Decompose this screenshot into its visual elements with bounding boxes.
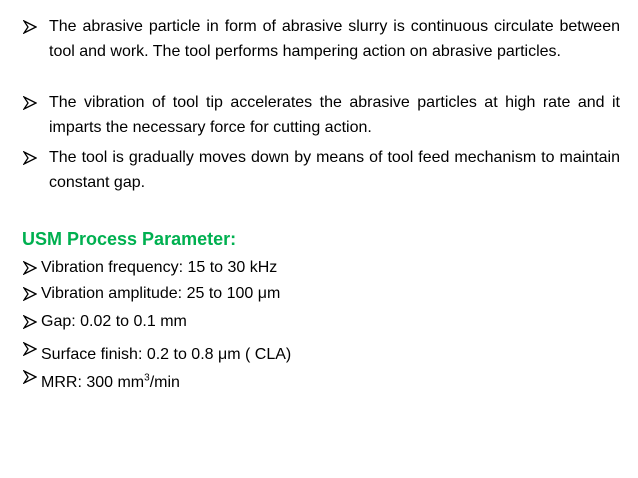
arrowhead-bullet-icon — [22, 257, 38, 279]
parameter-text — [41, 372, 582, 394]
bullet-text: The vibration of tool tip accelerates the abrasive particles at high rate and it imparts the necessary force for cutting action. — [49, 94, 620, 136]
parameter-item — [22, 311, 582, 333]
arrowhead-bullet-icon — [22, 338, 38, 360]
bullet-text: The tool is gradually moves down by means of tool feed mechanism to maintain constant gap. — [49, 149, 620, 191]
bullet-text: The abrasive particle in form of abrasive slurry is continuous circulate between tool and work. The tool performs hampering action on abrasive particles. — [49, 18, 620, 60]
arrowhead-bullet-icon — [22, 366, 38, 388]
arrowhead-bullet-icon — [22, 14, 38, 39]
bullet-item — [22, 145, 620, 195]
mrr-unit: /min — [149, 374, 180, 391]
section-heading: USM Process Parameter: — [22, 229, 237, 249]
mrr-text: MRR: 300 mm — [41, 374, 145, 391]
superscript: 3 — [144, 372, 150, 384]
parameter-item — [22, 283, 582, 305]
parameter-item — [22, 372, 582, 394]
arrowhead-bullet-icon — [22, 283, 38, 305]
parameter-item — [22, 257, 582, 279]
parameter-text: Vibration frequency: 15 to 30 kHz — [41, 259, 278, 276]
parameter-text: Surface finish: 0.2 to 0.8 μm ( CLA) — [41, 346, 292, 363]
parameter-text: Vibration amplitude: 25 to 100 μm — [41, 285, 281, 302]
bullet-item — [22, 14, 620, 64]
arrowhead-bullet-icon — [22, 145, 38, 170]
arrowhead-bullet-icon — [22, 90, 38, 115]
parameter-item — [22, 344, 582, 366]
parameter-text: Gap: 0.02 to 0.1 mm — [41, 313, 187, 330]
bullet-item — [22, 90, 620, 140]
arrowhead-bullet-icon — [22, 311, 38, 333]
